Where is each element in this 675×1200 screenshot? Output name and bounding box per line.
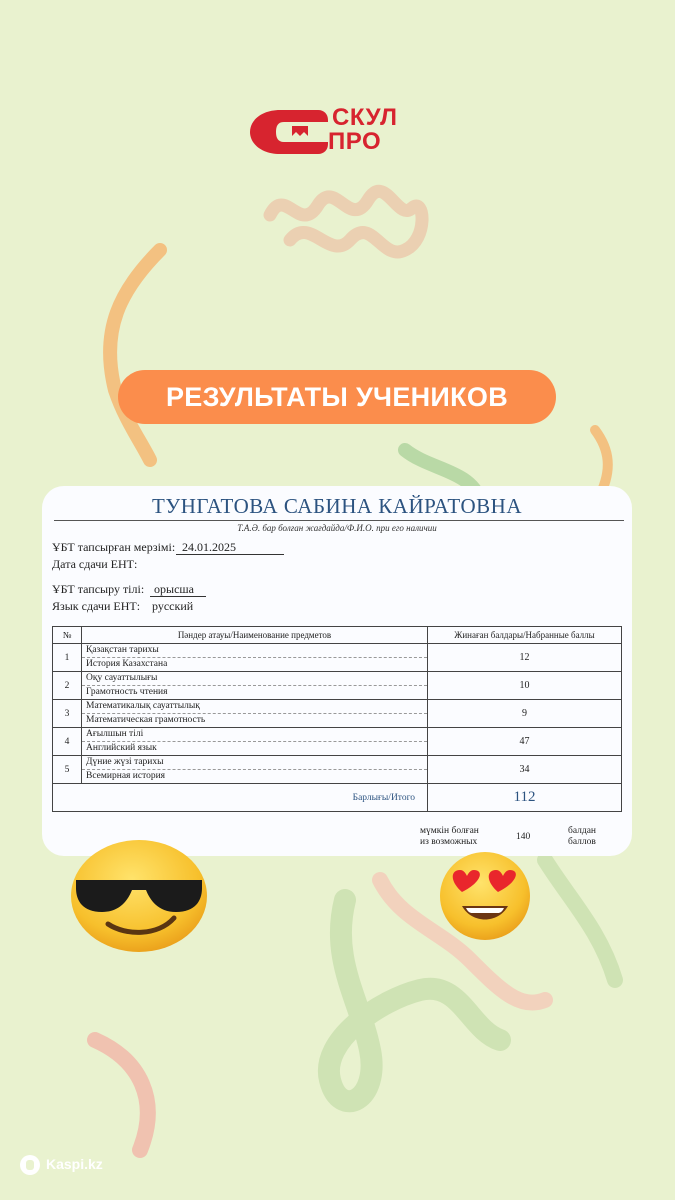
- points-label-kz: балдан: [568, 826, 597, 836]
- col-score-header: Жинаған балдары/Набранные баллы: [428, 627, 622, 644]
- subject-kz: Ағылшын тілі: [82, 728, 427, 742]
- results-table: [52, 626, 622, 812]
- date-underline: [176, 554, 284, 555]
- col-subject-header: Пәндер атауы/Наименование предметов: [82, 627, 428, 644]
- student-name: ТУНГАТОВА САБИНА КАЙРАТОВНА: [152, 494, 522, 518]
- total-score: 112: [428, 784, 622, 812]
- possible-label-kz: мүмкін болған: [420, 826, 479, 836]
- row-score: 10: [428, 672, 622, 700]
- name-underline: [54, 520, 624, 521]
- row-num: 4: [53, 728, 82, 756]
- subject-kz: Математикалық сауаттылық: [82, 700, 427, 714]
- table-row: [53, 728, 622, 756]
- logo-line-1: СКУЛ: [332, 104, 398, 131]
- subject-ru: Математическая грамотность: [86, 715, 206, 725]
- subject-ru: Грамотность чтения: [86, 687, 168, 697]
- row-subject: [82, 700, 428, 728]
- row-num: 1: [53, 644, 82, 672]
- table-row: [53, 700, 622, 728]
- possible-label-ru: из возможных: [420, 837, 478, 847]
- certificate-card: [42, 486, 632, 856]
- total-label: Барлығы/Итого: [53, 784, 428, 812]
- possible-label: [420, 826, 479, 848]
- brand-logo: [248, 104, 420, 158]
- lang-underline: [150, 596, 206, 597]
- total-row: [53, 784, 622, 812]
- subject-kz: Оқу сауаттылығы: [82, 672, 427, 686]
- date-label-ru: Дата сдачи ЕНТ:: [52, 557, 138, 571]
- row-score: 34: [428, 756, 622, 784]
- subject-ru: История Казахстана: [86, 659, 168, 669]
- points-label: [568, 826, 596, 848]
- subject-ru: Английский язык: [86, 743, 157, 753]
- row-subject: [82, 728, 428, 756]
- logo-line-2: ПРО: [328, 128, 382, 155]
- heart-eyes-emoji-icon: [438, 850, 532, 942]
- row-num: 5: [53, 756, 82, 784]
- col-num-header: №: [53, 627, 82, 644]
- lang-label-kz: ҰБТ тапсыру тілі:: [52, 582, 145, 596]
- table-row: [53, 756, 622, 784]
- subject-kz: Қазақстан тарихы: [82, 644, 427, 658]
- lang-value-ru: русский: [152, 599, 194, 613]
- table-row: [53, 644, 622, 672]
- logo-mark-icon: [248, 108, 328, 156]
- sunglasses-emoji-icon: [68, 838, 210, 954]
- results-banner: РЕЗУЛЬТАТЫ УЧЕНИКОВ: [118, 370, 556, 424]
- table-header-row: [53, 627, 622, 644]
- kaspi-text: Kaspi.kz: [46, 1156, 103, 1172]
- row-score: 9: [428, 700, 622, 728]
- date-value: 24.01.2025: [182, 540, 236, 554]
- kaspi-icon: [20, 1155, 40, 1175]
- possible-value: 140: [516, 832, 531, 842]
- row-score: 47: [428, 728, 622, 756]
- name-caption: Т.А.Ә. бар болған жағдайда/Ф.И.О. при его наличии: [237, 523, 437, 533]
- subject-kz: Дүние жүзі тарихы: [82, 756, 427, 770]
- row-subject: [82, 756, 428, 784]
- lang-value-kz: орысша: [154, 582, 194, 596]
- row-subject: [82, 672, 428, 700]
- lang-label-ru: Язык сдачи ЕНТ:: [52, 599, 141, 613]
- points-label-ru: баллов: [568, 837, 596, 847]
- table-row: [53, 672, 622, 700]
- logo-text: [328, 104, 398, 155]
- kaspi-watermark: [20, 1152, 103, 1176]
- row-num: 3: [53, 700, 82, 728]
- subject-ru: Всемирная история: [86, 771, 166, 781]
- row-num: 2: [53, 672, 82, 700]
- date-label-kz: ҰБТ тапсырған мерзімі:: [52, 540, 176, 554]
- row-score: 12: [428, 644, 622, 672]
- row-subject: [82, 644, 428, 672]
